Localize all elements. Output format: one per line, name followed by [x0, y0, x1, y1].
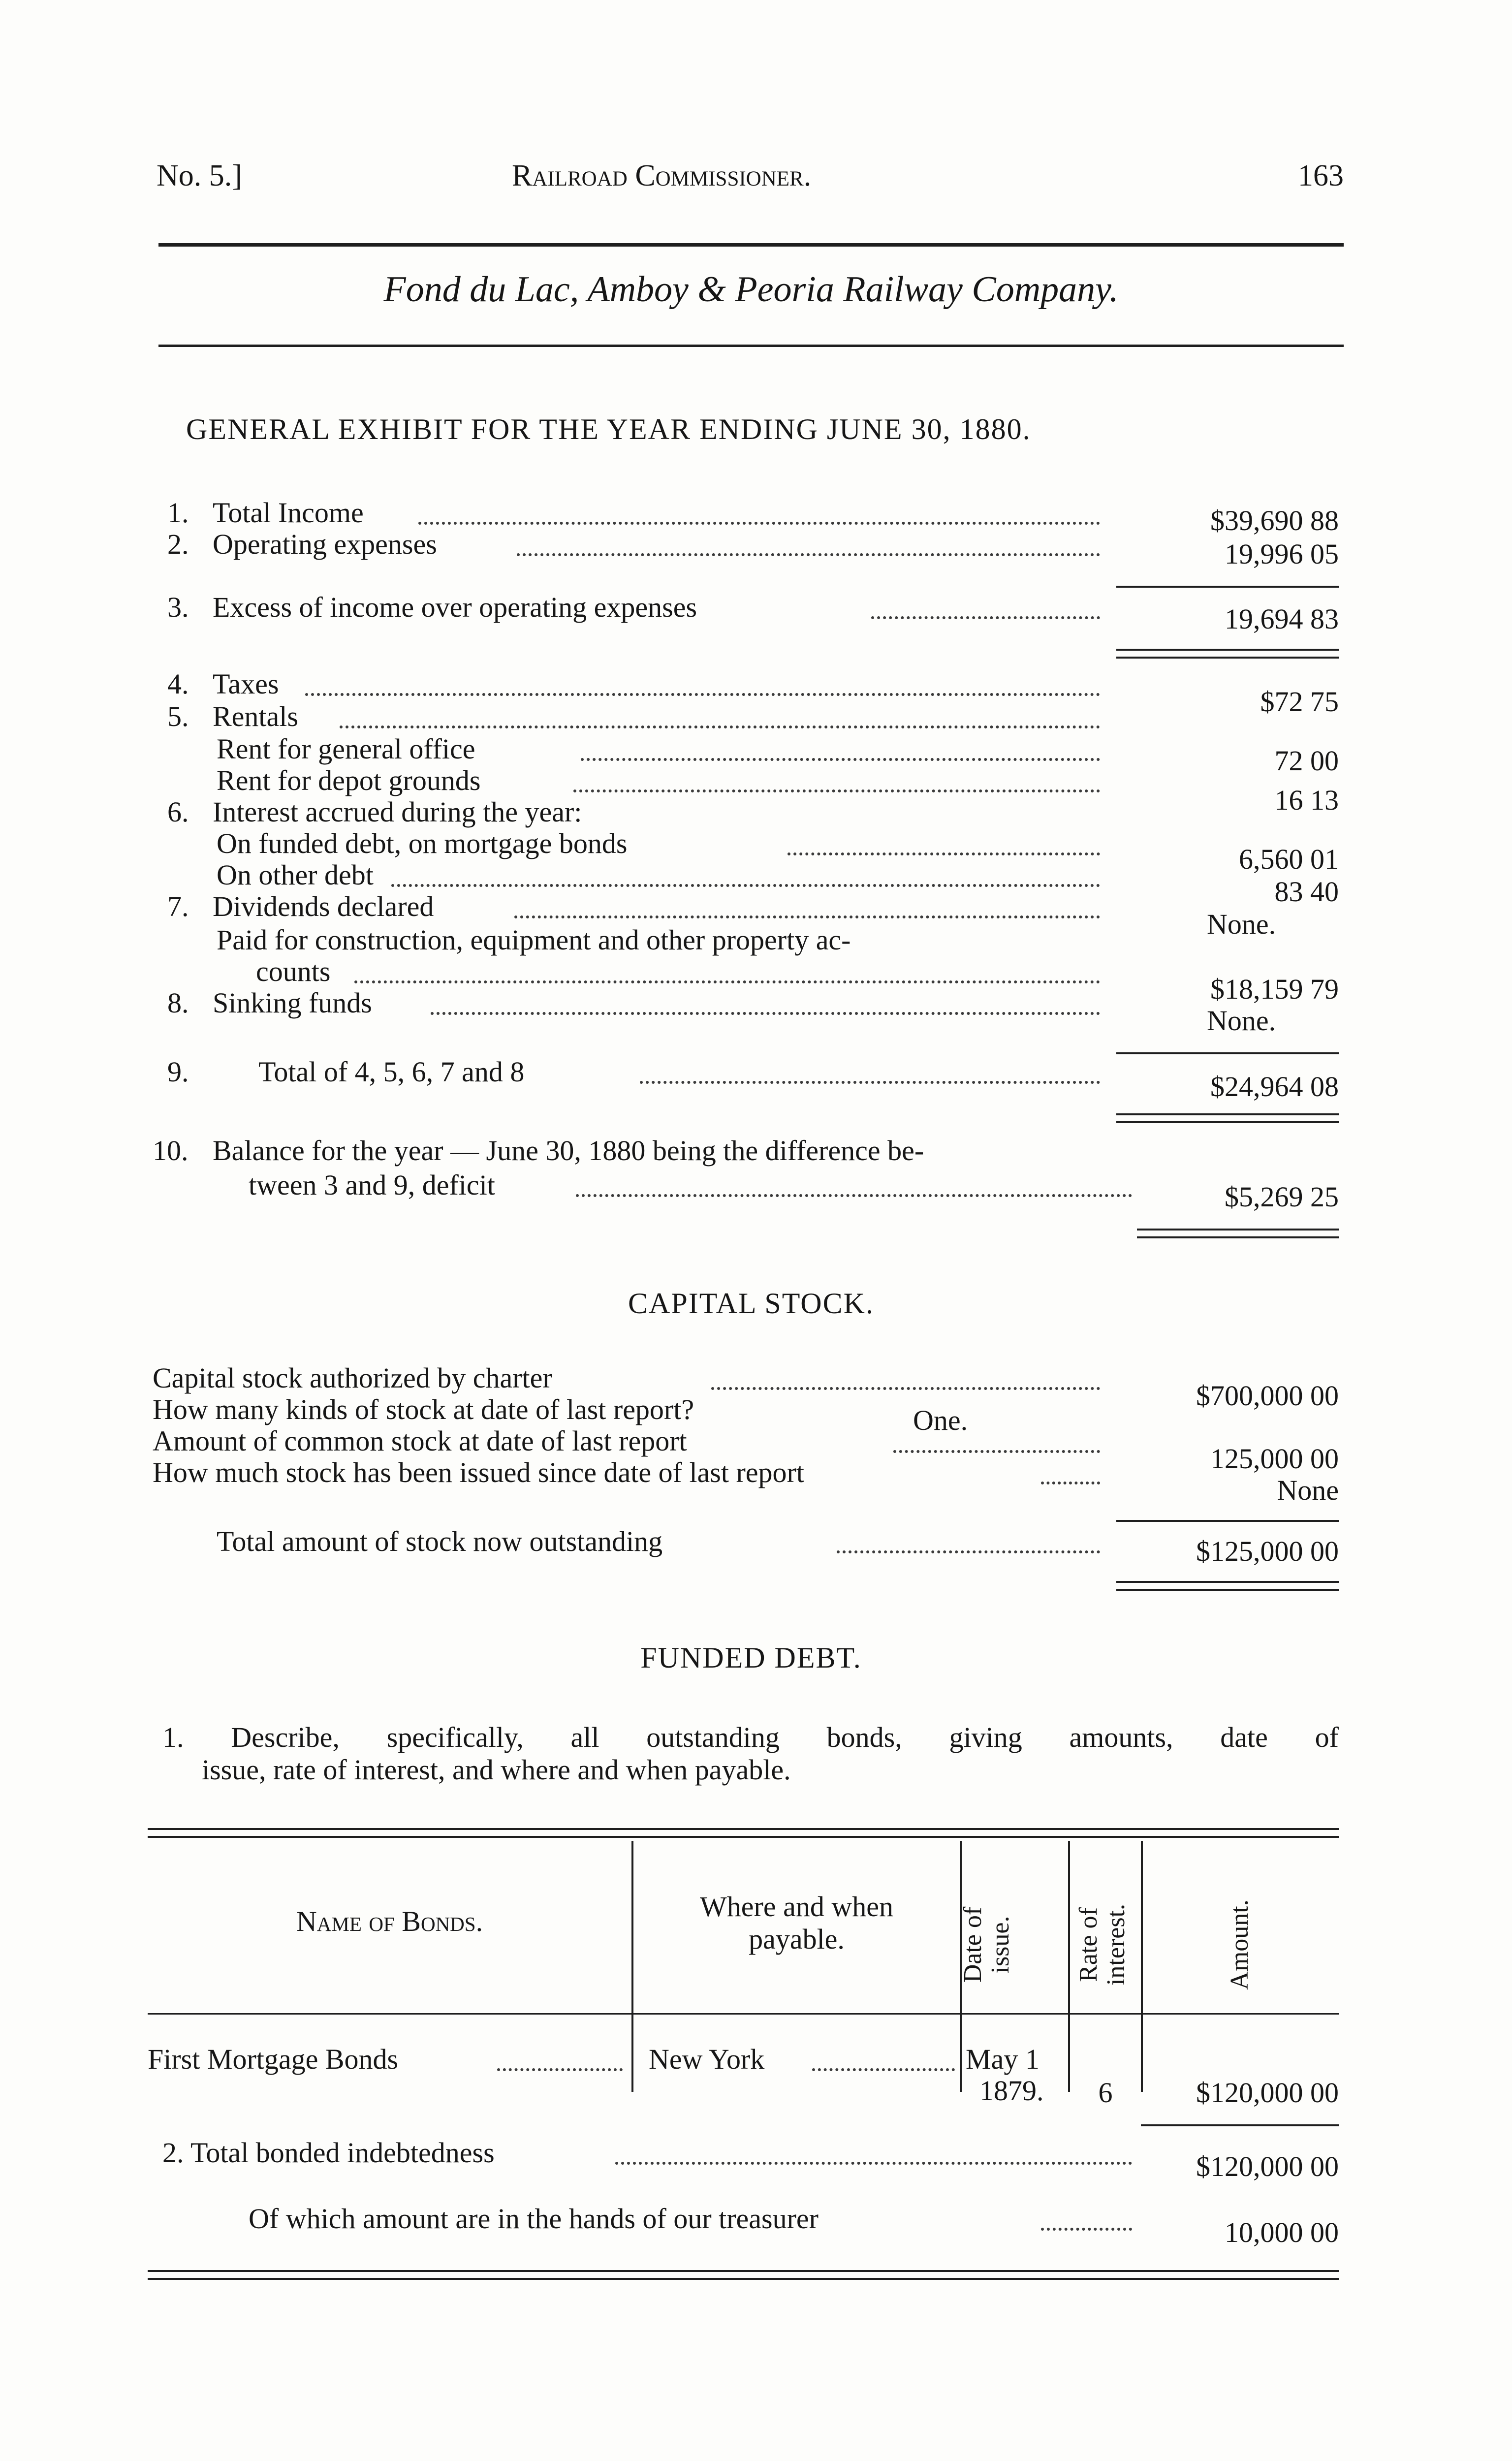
treasurer-label: Of which amount are in the hands of our treasurer: [249, 2203, 819, 2235]
dot-leader: [711, 1387, 1100, 1390]
item-amount: $125,000 00: [1196, 1535, 1339, 1567]
column-header-amount-label: Amount.: [1226, 1899, 1254, 1990]
bond-name: First Mortgage Bonds: [148, 2043, 399, 2075]
sum-rule: [1116, 1520, 1339, 1522]
dot-leader: [340, 726, 1100, 728]
item-amount: $24,964 08: [1210, 1071, 1339, 1103]
table-top-rule-2: [148, 1836, 1339, 1838]
item-label: counts: [256, 955, 331, 987]
item-label: On other debt: [217, 859, 374, 891]
column-header-where: Where and when: [700, 1891, 893, 1923]
item-amount: $39,690 88: [1210, 505, 1339, 536]
dot-leader: [837, 1550, 1100, 1553]
funded-debt-question: 1. Describe, specifically, all outstanding bonds, giving amounts, date of: [162, 1721, 1339, 1753]
column-header-rate: [1075, 1876, 1132, 2014]
item-label: Rentals: [213, 700, 298, 732]
dot-leader: [418, 522, 1100, 525]
column-header-date-line1: Date of: [959, 1906, 987, 1983]
item-label: Paid for construction, equipment and other property ac-: [217, 924, 851, 956]
item-amount: $18,159 79: [1210, 973, 1339, 1005]
item-amount: $5,269 25: [1225, 1181, 1339, 1213]
sum-rule: [1141, 2124, 1339, 2126]
dot-leader: [812, 2068, 955, 2071]
double-rule-bottom: [1137, 1236, 1339, 1238]
item-label: Total Income: [213, 497, 364, 529]
item-label: On funded debt, on mortgage bonds: [217, 827, 628, 859]
total-bonded-label: 2. Total bonded indebtedness: [162, 2137, 495, 2169]
double-rule-bottom: [1116, 657, 1339, 659]
double-rule-bottom: [1116, 1121, 1339, 1123]
dot-leader: [615, 2162, 1132, 2165]
item-amount: None: [1277, 1474, 1339, 1506]
item-number: 4.: [167, 668, 189, 700]
bond-where: New York: [649, 2043, 765, 2075]
item-amount: $72 75: [1260, 686, 1339, 718]
dot-leader: [497, 2068, 623, 2071]
bond-date: May 1: [966, 2043, 1040, 2075]
dot-leader: [640, 1081, 1100, 1084]
item-label: Amount of common stock at date of last report: [153, 1425, 687, 1457]
dot-leader: [514, 915, 1100, 918]
item-number: 2.: [167, 528, 189, 560]
item-amount: None.: [1207, 908, 1276, 940]
item-number: 1.: [167, 497, 189, 529]
column-header-name: Name of Bonds.: [296, 1905, 483, 1937]
item-number: 8.: [167, 987, 189, 1019]
funded-debt-question-cont: issue, rate of interest, and where and when payable.: [202, 1754, 791, 1786]
item-label: Capital stock authorized by charter: [153, 1362, 552, 1394]
dot-leader: [573, 789, 1100, 792]
column-header-date-line2: issue.: [986, 1916, 1014, 1974]
double-rule-top: [1116, 649, 1339, 651]
double-rule-top: [1116, 1581, 1339, 1583]
item-amount: $700,000 00: [1196, 1380, 1339, 1412]
item-label: Taxes: [213, 668, 279, 700]
column-divider: [1141, 1841, 1143, 2092]
dot-leader: [871, 616, 1100, 619]
company-title: Fond du Lac, Amboy & Peoria Railway Company.: [383, 269, 1119, 310]
item-amount: 125,000 00: [1210, 1443, 1339, 1475]
dot-leader: [1041, 1482, 1100, 1484]
title-rule: [158, 345, 1344, 347]
table-top-rule: [148, 1828, 1339, 1830]
table-bottom-rule: [148, 2270, 1339, 2272]
item-label: Balance for the year — June 30, 1880 being the difference be-: [213, 1135, 924, 1167]
item-number: 3.: [167, 591, 189, 623]
item-label: Total amount of stock now outstanding: [217, 1525, 663, 1557]
item-label: Dividends declared: [213, 890, 434, 922]
item-number: 9.: [167, 1056, 189, 1088]
column-divider: [631, 1841, 633, 2092]
bond-rate: 6: [1098, 2077, 1113, 2109]
item-label: Sinking funds: [213, 987, 372, 1019]
header-bottom-rule: [148, 2013, 1339, 2015]
item-amount: 72 00: [1274, 745, 1339, 777]
item-number: 10.: [153, 1135, 189, 1167]
dot-leader: [354, 980, 1100, 983]
item-answer: One.: [913, 1404, 968, 1436]
item-number: 5.: [167, 700, 189, 732]
item-label: How much stock has been issued since date of last report: [153, 1456, 804, 1488]
total-bonded-amount: $120,000 00: [1196, 2150, 1339, 2182]
header-rule: [158, 243, 1344, 247]
bond-date-year: 1879.: [979, 2075, 1044, 2107]
item-label: Excess of income over operating expenses: [213, 591, 697, 623]
capital-stock-heading: CAPITAL STOCK.: [628, 1287, 874, 1320]
double-rule-top: [1116, 1113, 1339, 1115]
column-header-where-cont: payable.: [749, 1923, 845, 1955]
item-label: Rent for depot grounds: [217, 764, 481, 796]
item-label: Interest accrued during the year:: [213, 796, 582, 828]
dot-leader: [1041, 2228, 1132, 2231]
dot-leader: [431, 1012, 1100, 1015]
column-header-amount: [1226, 1876, 1255, 2014]
item-amount: 83 40: [1274, 876, 1339, 908]
treasurer-amount: 10,000 00: [1225, 2216, 1339, 2248]
dot-leader: [576, 1194, 1132, 1197]
item-amount: 19,694 83: [1225, 603, 1339, 635]
dot-leader: [391, 884, 1100, 887]
item-amount: 19,996 05: [1225, 538, 1339, 570]
page-number: 163: [1298, 159, 1344, 192]
sum-rule: [1116, 1052, 1339, 1054]
item-number: 6.: [167, 796, 189, 828]
table-bottom-rule-2: [148, 2278, 1339, 2280]
sum-rule: [1116, 586, 1339, 588]
page-label: No. 5.]: [157, 159, 242, 192]
funded-debt-heading: FUNDED DEBT.: [640, 1641, 862, 1674]
column-header-date: [959, 1876, 1016, 2014]
dot-leader: [788, 852, 1100, 855]
bond-amount: $120,000 00: [1196, 2077, 1339, 2109]
item-label: Total of 4, 5, 6, 7 and 8: [258, 1056, 525, 1088]
general-exhibit-heading: GENERAL EXHIBIT FOR THE YEAR ENDING JUNE 30, 1880.: [186, 413, 1031, 445]
dot-leader: [581, 758, 1100, 761]
item-amount: 16 13: [1274, 784, 1339, 816]
column-header-rate-line1: Rate of: [1074, 1907, 1102, 1982]
item-label: Operating expenses: [213, 528, 437, 560]
column-header-rate-line2: interest.: [1102, 1903, 1130, 1986]
dot-leader: [893, 1450, 1100, 1453]
item-label: How many kinds of stock at date of last report?: [153, 1393, 694, 1425]
item-amount: None.: [1207, 1005, 1276, 1037]
dot-leader: [305, 693, 1100, 696]
item-label: tween 3 and 9, deficit: [249, 1169, 495, 1201]
column-divider: [1068, 1841, 1070, 2092]
double-rule-top: [1137, 1229, 1339, 1230]
running-title: Railroad Commissioner.: [512, 159, 812, 192]
item-label: Rent for general office: [217, 733, 475, 765]
dot-leader: [517, 553, 1100, 556]
item-number: 7.: [167, 890, 189, 922]
item-amount: 6,560 01: [1239, 843, 1339, 875]
double-rule-bottom: [1116, 1589, 1339, 1591]
